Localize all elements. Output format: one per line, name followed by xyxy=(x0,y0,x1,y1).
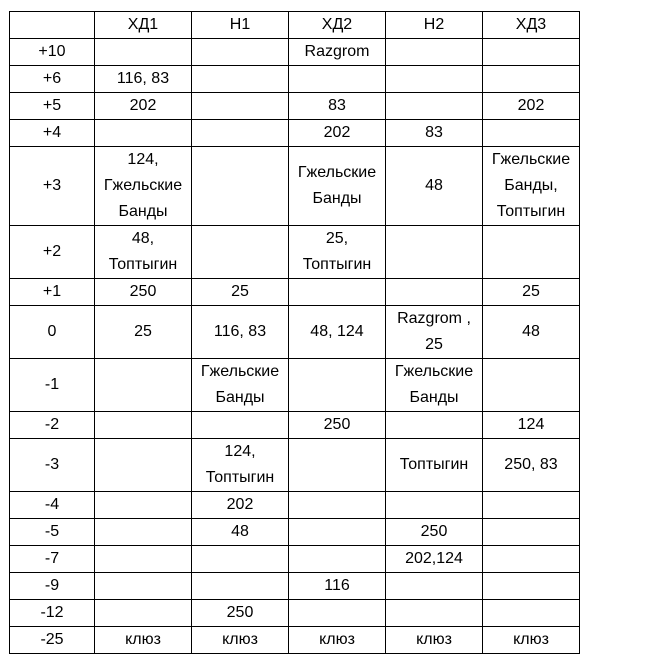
table-cell xyxy=(192,120,289,147)
table-header xyxy=(10,12,580,39)
table-cell xyxy=(386,600,483,627)
table-cell: клюз xyxy=(386,627,483,654)
table-cell: 250 xyxy=(386,519,483,546)
table-cell: 25, Топтыгин xyxy=(289,226,386,279)
table-cell: 250, 83 xyxy=(483,439,580,492)
table-cell: 250 xyxy=(192,600,289,627)
table-cell xyxy=(483,120,580,147)
table-cell xyxy=(289,546,386,573)
table-cell xyxy=(386,66,483,93)
table-cell: клюз xyxy=(95,627,192,654)
table-cell: 25 xyxy=(192,279,289,306)
row-label-cell: +2 xyxy=(10,226,95,279)
table-row xyxy=(10,359,580,412)
table-cell xyxy=(386,39,483,66)
table-cell: 202 xyxy=(289,120,386,147)
table-row xyxy=(10,573,580,600)
table-cell: Гжельские Банды xyxy=(289,147,386,226)
table-cell xyxy=(289,66,386,93)
table-cell: 124 xyxy=(483,412,580,439)
row-label-cell: +4 xyxy=(10,120,95,147)
table-row xyxy=(10,93,580,120)
table-cell: клюз xyxy=(289,627,386,654)
table-cell: 48, Топтыгин xyxy=(95,226,192,279)
row-label-cell: -4 xyxy=(10,492,95,519)
row-label-cell: -9 xyxy=(10,573,95,600)
row-label-cell: 0 xyxy=(10,306,95,359)
table-cell xyxy=(289,359,386,412)
table-row xyxy=(10,600,580,627)
table-cell xyxy=(95,519,192,546)
row-label-cell: +5 xyxy=(10,93,95,120)
table-cell xyxy=(192,573,289,600)
row-label-cell: -12 xyxy=(10,600,95,627)
table-cell: 48 xyxy=(192,519,289,546)
table-cell: Топтыгин xyxy=(386,439,483,492)
table-cell: 116 xyxy=(289,573,386,600)
table-cell xyxy=(483,66,580,93)
table-cell xyxy=(483,573,580,600)
table-cell xyxy=(386,279,483,306)
table-cell xyxy=(95,120,192,147)
table-cell xyxy=(192,546,289,573)
table-cell xyxy=(289,439,386,492)
table-body xyxy=(10,39,580,654)
table-cell: 124, Гжельские Банды xyxy=(95,147,192,226)
table-cell xyxy=(95,359,192,412)
row-label-cell: +10 xyxy=(10,39,95,66)
row-label-cell: +1 xyxy=(10,279,95,306)
table-row xyxy=(10,306,580,359)
row-label-cell: -5 xyxy=(10,519,95,546)
row-label-cell: +6 xyxy=(10,66,95,93)
table-cell: Гжельские Банды xyxy=(192,359,289,412)
table-row xyxy=(10,546,580,573)
row-label-cell: -7 xyxy=(10,546,95,573)
header-row xyxy=(10,12,580,39)
table-cell: 124, Топтыгин xyxy=(192,439,289,492)
table-cell xyxy=(289,519,386,546)
table-row xyxy=(10,226,580,279)
table-cell xyxy=(192,226,289,279)
table-cell xyxy=(192,412,289,439)
table-cell: 202 xyxy=(483,93,580,120)
table-cell xyxy=(483,546,580,573)
table-cell xyxy=(289,600,386,627)
table-cell xyxy=(386,412,483,439)
table-cell xyxy=(95,39,192,66)
table-row xyxy=(10,147,580,226)
table-cell xyxy=(192,66,289,93)
table-cell xyxy=(386,573,483,600)
header-cell-n1: Н1 xyxy=(192,12,289,39)
row-label-cell: -3 xyxy=(10,439,95,492)
table-cell xyxy=(483,39,580,66)
table-row xyxy=(10,627,580,654)
table-cell xyxy=(483,226,580,279)
table-cell: Гжельские Банды, Топтыгин xyxy=(483,147,580,226)
header-cell-corner xyxy=(10,12,95,39)
table-row xyxy=(10,120,580,147)
table-cell xyxy=(386,492,483,519)
table-cell xyxy=(192,39,289,66)
table-cell: 48 xyxy=(483,306,580,359)
table-cell xyxy=(483,600,580,627)
table-cell: 25 xyxy=(483,279,580,306)
table-cell: 25 xyxy=(95,306,192,359)
header-cell-hd1: ХД1 xyxy=(95,12,192,39)
table-cell: Razgrom , 25 xyxy=(386,306,483,359)
table-cell: 83 xyxy=(386,120,483,147)
table-cell: 202,124 xyxy=(386,546,483,573)
table-cell: 83 xyxy=(289,93,386,120)
table-cell xyxy=(95,546,192,573)
table-cell xyxy=(95,439,192,492)
row-label-cell: -1 xyxy=(10,359,95,412)
table-row xyxy=(10,66,580,93)
table-cell xyxy=(483,359,580,412)
table-cell xyxy=(192,147,289,226)
header-cell-hd3: ХД3 xyxy=(483,12,580,39)
row-label-cell: -2 xyxy=(10,412,95,439)
score-table xyxy=(9,11,580,654)
table-cell xyxy=(289,279,386,306)
table-row xyxy=(10,279,580,306)
table-cell: 250 xyxy=(95,279,192,306)
table-row xyxy=(10,412,580,439)
table-cell: клюз xyxy=(192,627,289,654)
table-cell xyxy=(386,93,483,120)
table-cell: 116, 83 xyxy=(95,66,192,93)
table-cell xyxy=(95,573,192,600)
table-cell: Razgrom xyxy=(289,39,386,66)
row-label-cell: +3 xyxy=(10,147,95,226)
table-cell xyxy=(386,226,483,279)
row-label-cell: -25 xyxy=(10,627,95,654)
table-cell: 116, 83 xyxy=(192,306,289,359)
table-cell: 202 xyxy=(192,492,289,519)
table-cell xyxy=(192,93,289,120)
table-cell: 250 xyxy=(289,412,386,439)
header-cell-hd2: ХД2 xyxy=(289,12,386,39)
table-cell xyxy=(483,519,580,546)
table-cell: клюз xyxy=(483,627,580,654)
header-cell-n2: Н2 xyxy=(386,12,483,39)
table-row xyxy=(10,39,580,66)
table-cell xyxy=(483,492,580,519)
table-row xyxy=(10,519,580,546)
table-cell: 202 xyxy=(95,93,192,120)
table-row xyxy=(10,439,580,492)
table-cell: 48, 124 xyxy=(289,306,386,359)
table-cell xyxy=(289,492,386,519)
table-cell: Гжельские Банды xyxy=(386,359,483,412)
table-cell xyxy=(95,600,192,627)
table-cell xyxy=(95,412,192,439)
table-cell xyxy=(95,492,192,519)
table-row xyxy=(10,492,580,519)
table-cell: 48 xyxy=(386,147,483,226)
